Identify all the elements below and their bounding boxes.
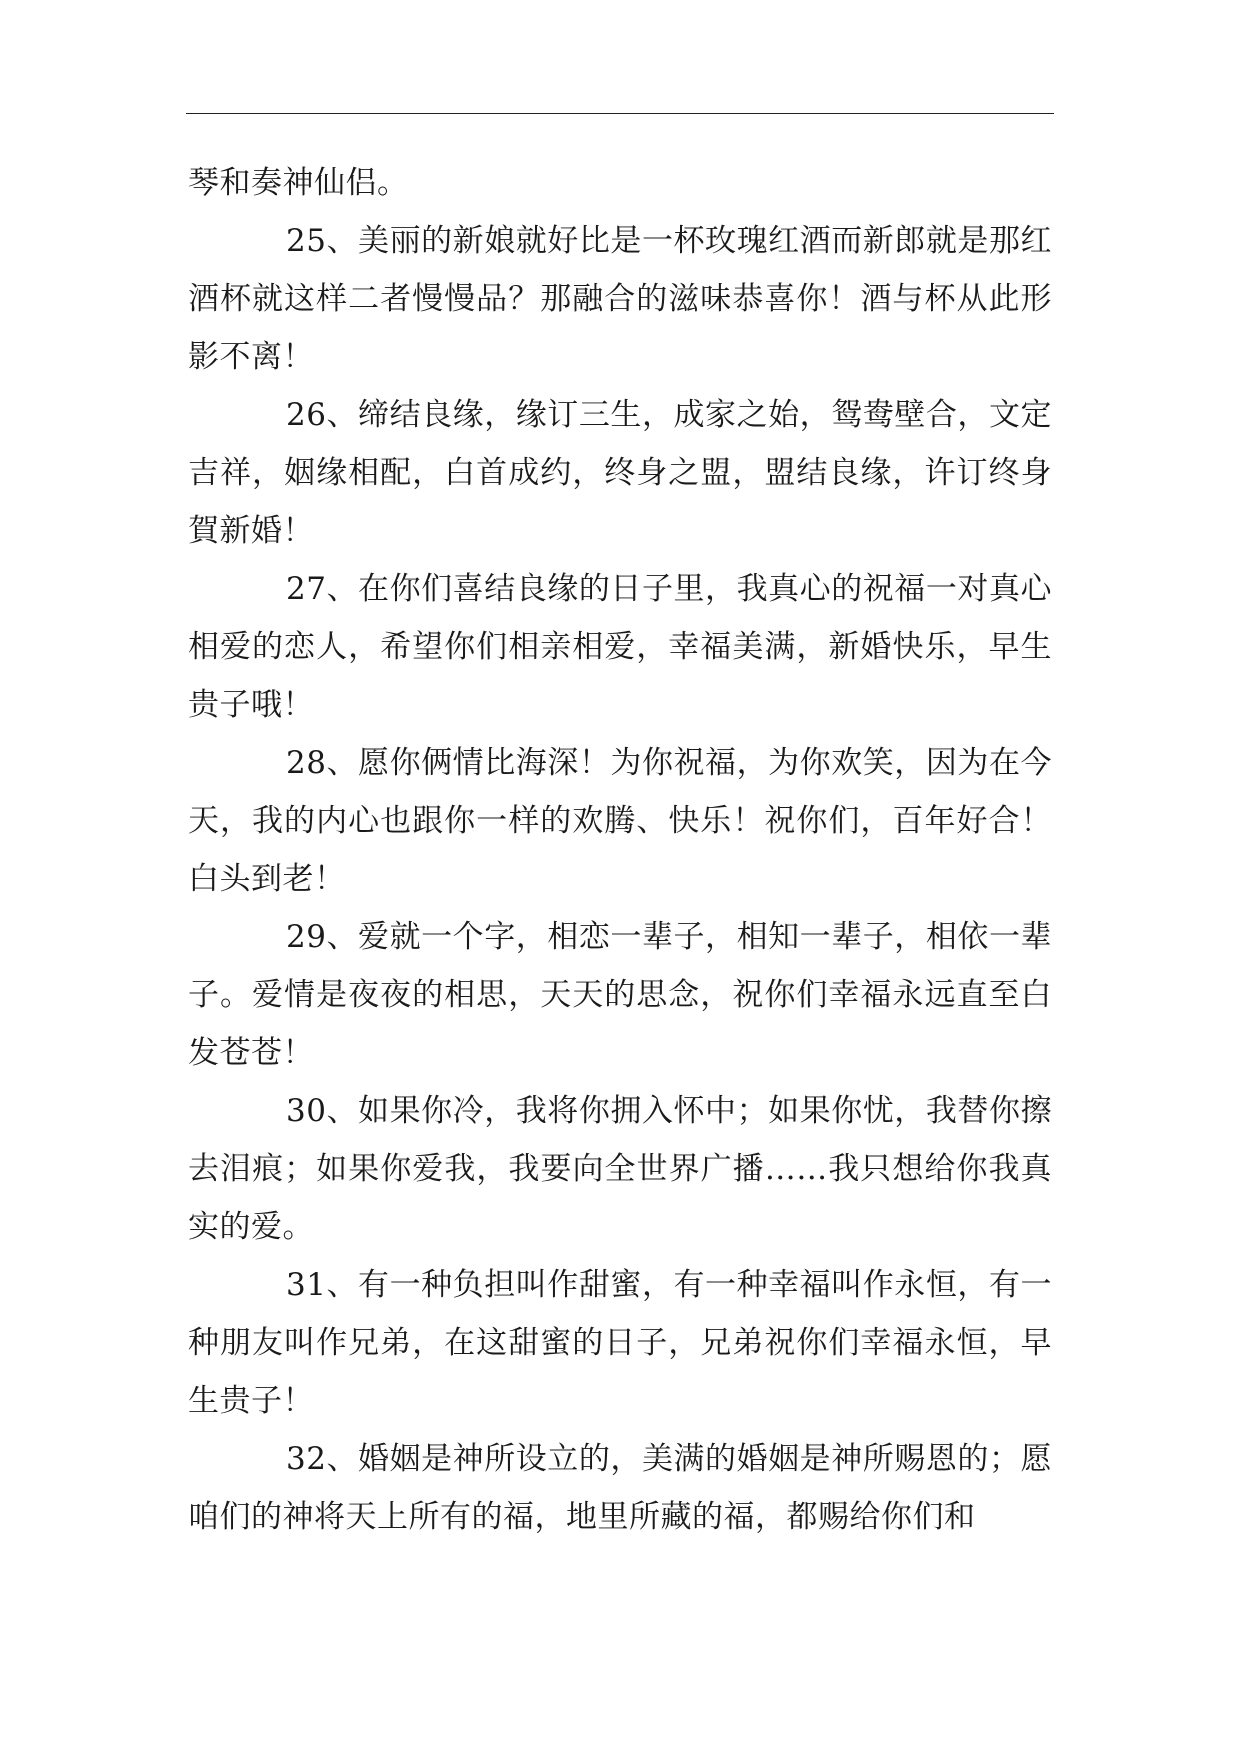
paragraph-27: 27、在你们喜结良缘的日子里，我真心的祝福一对真心相爱的恋人，希望你们相亲相爱，幸福美满，新婚快乐，早生贵子哦！: [188, 571, 1052, 723]
paragraph-32: 32、婚姻是神所设立的，美满的婚姻是神所赐恩的；愿咱们的神将天上所有的福，地里所藏的福，都赐给你们和: [188, 1441, 1052, 1535]
paragraph-continuation: 琴和奏神仙侣。: [188, 165, 409, 201]
paragraph-31: 31、有一种负担叫作甜蜜，有一种幸福叫作永恒，有一种朋友叫作兄弟，在这甜蜜的日子，兄弟祝你们幸福永恒，早生贵子！: [188, 1267, 1052, 1419]
header-rule: [186, 113, 1054, 114]
paragraph-25: 25、美丽的新娘就好比是一杯玫瑰红酒而新郎就是那红酒杯就这样二者慢慢品？那融合的滋味恭喜你！酒与杯从此形影不离！: [188, 223, 1052, 375]
paragraph-30: 30、如果你冷，我将你拥入怀中；如果你忧，我替你擦去泪痕；如果你爱我，我要向全世界广播……我只想给你我真实的爱。: [188, 1093, 1052, 1245]
paragraph-29: 29、爱就一个字，相恋一辈子，相知一辈子，相依一辈子。爱情是夜夜的相思，天天的思念，祝你们幸福永远直至白发苍苍！: [188, 919, 1052, 1071]
document-body: [188, 154, 1052, 1546]
paragraph-28: 28、愿你俩情比海深！为你祝福，为你欢笑，因为在今天，我的内心也跟你一样的欢腾、快乐！祝你们，百年好合！白头到老！: [188, 745, 1052, 897]
paragraph-26: 26、缔结良缘，缘订三生，成家之始，鸳鸯壁合，文定吉祥，姻缘相配，白首成约，终身之盟，盟结良缘，许订终身賀新婚！: [188, 397, 1052, 549]
